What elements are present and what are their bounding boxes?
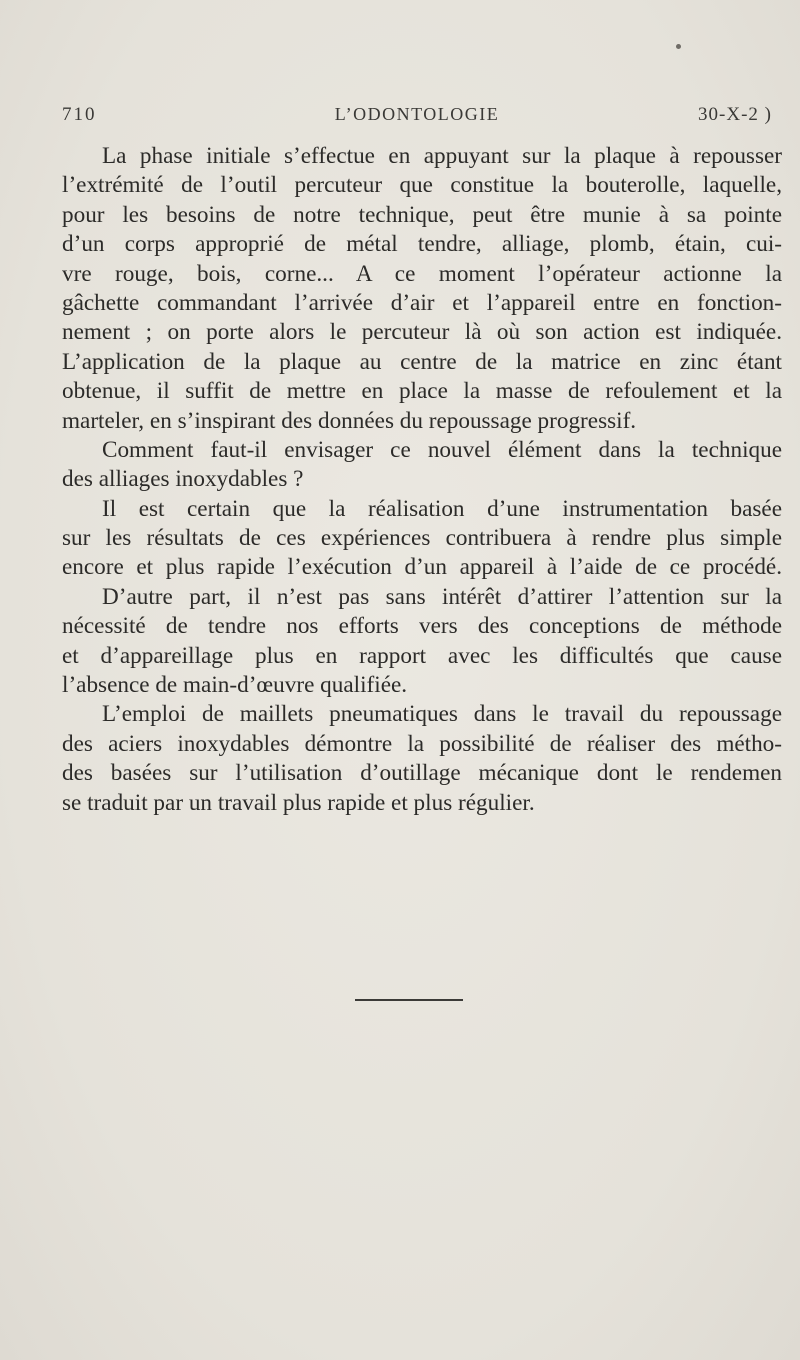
text-line: sur les résultats de ces expériences contribuera à rendre plus simple bbox=[62, 525, 782, 552]
text-line: l’extrémité de l’outil percuteur que constitue la bouterolle, laquelle, bbox=[62, 172, 782, 199]
text-line: des alliages inoxydables ? bbox=[62, 466, 304, 493]
end-rule bbox=[355, 999, 463, 1001]
text-line: encore et plus rapide l’exécution d’un appareil à l’aide de ce procédé. bbox=[62, 554, 782, 581]
text-line: Comment faut-il envisager ce nouvel élément dans la technique bbox=[102, 436, 782, 463]
page-number: 710 bbox=[62, 104, 97, 125]
text-line: vre rouge, bois, corne... A ce moment l’opérateur actionne la bbox=[62, 260, 782, 287]
text-line: et d’appareillage plus en rapport avec les difficultés que cause bbox=[62, 642, 782, 669]
text-line: gâchette commandant l’arrivée d’air et l’appareil entre en fonction- bbox=[62, 289, 782, 316]
text-line: l’absence de main-d’œuvre qualifiée. bbox=[62, 672, 408, 699]
text-line: D’autre part, il n’est pas sans intérêt d’attirer l’attention sur la bbox=[102, 583, 782, 610]
text-line: d’un corps approprié de métal tendre, alliage, plomb, étain, cui- bbox=[62, 231, 782, 258]
text-line: marteler, en s’inspirant des données du repoussage progressif. bbox=[62, 407, 637, 434]
text-line: nécessité de tendre nos efforts vers des conceptions de méthode bbox=[62, 613, 782, 640]
text-line: Il est certain que la réalisation d’une instrumentation basée bbox=[102, 495, 782, 522]
paragraph-bouterolle bbox=[62, 142, 782, 436]
text-line: pour les besoins de notre technique, peut être munie à sa pointe bbox=[62, 201, 782, 228]
paragraph-question bbox=[62, 436, 782, 495]
text-line: se traduit par un travail plus rapide et plus régulier. bbox=[62, 789, 535, 816]
running-head bbox=[62, 104, 772, 134]
paragraph-methodes bbox=[62, 583, 782, 701]
journal-title: L’ODONTOLOGIE bbox=[334, 104, 500, 124]
text-line: des aciers inoxydables démontre la possibilité de réaliser des métho- bbox=[62, 730, 782, 757]
body-text bbox=[62, 142, 782, 818]
text-line: obtenue, il suffit de mettre en place la masse de refoulement et la bbox=[62, 378, 782, 405]
issue-date: 30-X-2 ) bbox=[698, 104, 772, 125]
text-line: La phase initiale s’effectue en appuyant sur la plaque à repousser bbox=[102, 143, 782, 169]
text-line: des basées sur l’utilisation d’outillage mécanique dont le rendemen bbox=[62, 760, 782, 787]
paragraph-maillets bbox=[62, 700, 782, 818]
paragraph-instrumentation bbox=[62, 495, 782, 583]
text-line: L’application de la plaque au centre de la matrice en zinc étant bbox=[62, 348, 782, 375]
text-line: nement ; on porte alors le percuteur là où son action est indiquée. bbox=[62, 319, 782, 346]
text-line: L’emploi de maillets pneumatiques dans le travail du repoussage bbox=[102, 701, 782, 728]
ink-speck bbox=[676, 44, 681, 49]
